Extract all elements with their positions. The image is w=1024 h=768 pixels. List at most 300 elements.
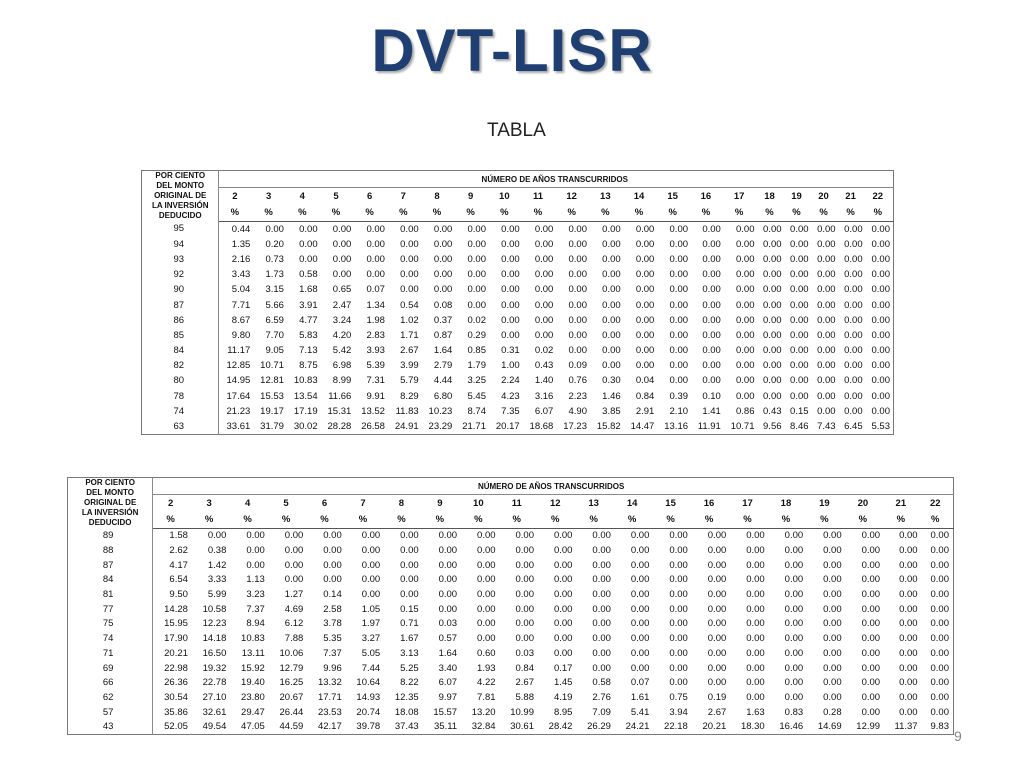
table-cell: 8.46 bbox=[790, 421, 809, 433]
table-cell: 6.98 bbox=[332, 360, 352, 372]
table-cell: 1.02 bbox=[400, 314, 419, 326]
year-header: 6 bbox=[321, 497, 328, 509]
table-cell: 0.00 bbox=[702, 253, 721, 265]
table-cell: 0.00 bbox=[871, 299, 890, 311]
table-cell: 1.46 bbox=[602, 390, 621, 402]
table-cell: 15.53 bbox=[260, 390, 284, 402]
table-cell: 0.00 bbox=[707, 677, 727, 689]
table-cell: 8.94 bbox=[246, 618, 265, 630]
table-cell: 0.00 bbox=[669, 647, 688, 659]
percent-header: % bbox=[692, 511, 730, 528]
table-cell: 16.25 bbox=[279, 677, 304, 689]
table-cell: 0.00 bbox=[568, 223, 587, 235]
table-cell: 18.08 bbox=[394, 706, 419, 718]
percent-header: % bbox=[253, 204, 287, 221]
table-cell: 10.64 bbox=[356, 677, 381, 689]
row-percent-label: 93 bbox=[142, 252, 219, 267]
table-cell: 0.00 bbox=[207, 530, 227, 542]
table-cell: 1.64 bbox=[433, 345, 453, 357]
table-cell: 0.00 bbox=[790, 390, 809, 402]
percent-header: % bbox=[922, 511, 954, 528]
table-cell: 0.00 bbox=[602, 360, 621, 372]
table-cell: 0.00 bbox=[861, 589, 881, 601]
year-header: 22 bbox=[929, 497, 941, 509]
table-cell: 0.00 bbox=[790, 375, 809, 387]
row-percent-label: 62 bbox=[68, 690, 153, 705]
table-cell: 0.00 bbox=[702, 375, 721, 387]
table-cell: 12.85 bbox=[226, 360, 251, 372]
table-cell: 0.00 bbox=[930, 706, 949, 718]
table-cell: 0.57 bbox=[438, 633, 458, 645]
page-title: DVT-LISR bbox=[371, 17, 653, 84]
table-cell: 3.99 bbox=[400, 360, 419, 372]
table-cell: 0.00 bbox=[784, 618, 804, 630]
table-cell: 0.00 bbox=[400, 284, 419, 296]
table-cell: 2.67 bbox=[400, 345, 419, 357]
table-cell: 0.00 bbox=[871, 405, 890, 417]
table-cell: 4.44 bbox=[433, 375, 453, 387]
table-cell: 0.00 bbox=[817, 390, 836, 402]
table-cell: 5.25 bbox=[400, 662, 419, 674]
table-cell: 0.00 bbox=[735, 253, 755, 265]
table-cell: 0.00 bbox=[669, 677, 688, 689]
table-cell: 0.00 bbox=[669, 314, 689, 326]
table-cell: 4.23 bbox=[501, 390, 520, 402]
table-cell: 0.00 bbox=[400, 545, 419, 557]
table-cell: 0.00 bbox=[332, 269, 352, 281]
table-cell: 3.85 bbox=[602, 405, 621, 417]
table-cell: 0.00 bbox=[702, 284, 721, 296]
table-cell: 0.00 bbox=[702, 238, 721, 250]
year-header: 22 bbox=[872, 190, 884, 202]
table-cell: 0.00 bbox=[501, 269, 520, 281]
table-cell: 0.00 bbox=[553, 633, 573, 645]
header-left-line: ORIGINAL DE bbox=[83, 498, 137, 507]
table-cell: 12.81 bbox=[260, 375, 284, 387]
table-cell: 0.00 bbox=[400, 574, 419, 586]
table-cell: 0.00 bbox=[669, 253, 689, 265]
table-cell: 1.41 bbox=[702, 405, 721, 417]
table-row bbox=[68, 543, 954, 558]
table-cell: 0.00 bbox=[592, 662, 611, 674]
table-cell: 0.00 bbox=[361, 530, 381, 542]
table-cell: 22.18 bbox=[664, 721, 688, 733]
header-left-line: LA INVERSIÓN bbox=[151, 201, 209, 210]
table-cell: 5.41 bbox=[630, 706, 650, 718]
table-cell: 18.30 bbox=[740, 721, 765, 733]
row-percent-label: 80 bbox=[142, 373, 219, 388]
table-cell: 0.00 bbox=[669, 545, 688, 557]
table-cell: 0.00 bbox=[635, 238, 655, 250]
table-cell: 3.25 bbox=[467, 375, 486, 387]
percent-header: % bbox=[321, 204, 355, 221]
table-cell: 24.21 bbox=[625, 721, 650, 733]
table-cell: 0.84 bbox=[515, 662, 534, 674]
table-cell: 0.00 bbox=[899, 559, 918, 571]
table-cell: 0.00 bbox=[534, 223, 554, 235]
table-cell: 0.00 bbox=[735, 390, 755, 402]
table-cell: 15.31 bbox=[327, 405, 352, 417]
table-cell: 0.00 bbox=[501, 223, 520, 235]
table-cell: 0.00 bbox=[284, 530, 304, 542]
table-cell: 49.54 bbox=[202, 721, 227, 733]
table-cell: 11.17 bbox=[227, 345, 251, 357]
table-cell: 0.00 bbox=[930, 545, 949, 557]
table-cell: 0.00 bbox=[844, 375, 863, 387]
table-cell: 11.91 bbox=[697, 421, 721, 433]
table-cell: 0.00 bbox=[553, 603, 573, 615]
table-cell: 0.76 bbox=[568, 375, 587, 387]
table-cell: 0.00 bbox=[817, 375, 836, 387]
table-cell: 0.00 bbox=[366, 238, 385, 250]
table-cell: 0.00 bbox=[790, 223, 809, 235]
table-cell: 0.00 bbox=[861, 706, 881, 718]
table-cell: 3.93 bbox=[366, 345, 385, 357]
year-header: 10 bbox=[473, 497, 484, 509]
table-cell: 0.43 bbox=[763, 405, 782, 417]
table-cell: 15.92 bbox=[241, 662, 265, 674]
table-row bbox=[142, 282, 894, 297]
table-cell: 14.28 bbox=[164, 603, 188, 615]
table-cell: 0.00 bbox=[602, 253, 621, 265]
table-cell: 0.00 bbox=[844, 238, 863, 250]
table-cell: 0.00 bbox=[763, 375, 782, 387]
table-cell: 17.90 bbox=[164, 633, 188, 645]
table-cell: 0.00 bbox=[568, 345, 587, 357]
table-cell: 0.00 bbox=[746, 574, 765, 586]
table-cell: 17.71 bbox=[317, 691, 342, 703]
row-percent-label: 57 bbox=[68, 705, 153, 720]
table-cell: 0.00 bbox=[592, 647, 611, 659]
table-cell: 6.80 bbox=[433, 390, 453, 402]
table-cell: 0.00 bbox=[592, 618, 611, 630]
table-cell: 0.07 bbox=[366, 284, 385, 296]
table-cell: 15.57 bbox=[433, 706, 458, 718]
header-left-line: DEL MONTO bbox=[86, 488, 134, 497]
table-cell: 10.99 bbox=[510, 706, 534, 718]
table-cell: 0.00 bbox=[823, 559, 842, 571]
table-cell: 7.81 bbox=[477, 691, 496, 703]
table-cell: 0.00 bbox=[400, 253, 419, 265]
table-cell: 3.43 bbox=[231, 269, 251, 281]
table-cell: 0.00 bbox=[515, 559, 534, 571]
table-cell: 0.00 bbox=[433, 223, 453, 235]
table-cell: 0.30 bbox=[602, 375, 621, 387]
year-header: 7 bbox=[360, 497, 366, 509]
table-cell: 0.00 bbox=[930, 603, 949, 615]
table-cell: 0.00 bbox=[844, 345, 863, 357]
table-cell: 0.85 bbox=[467, 345, 486, 357]
row-percent-label: 86 bbox=[142, 313, 219, 328]
table-row bbox=[142, 404, 894, 419]
table-cell: 8.67 bbox=[231, 314, 251, 326]
year-header: 15 bbox=[667, 190, 678, 202]
table-cell: 32.61 bbox=[202, 706, 227, 718]
table-cell: 0.29 bbox=[467, 329, 486, 341]
table-cell: 1.45 bbox=[553, 677, 573, 689]
table-cell: 5.83 bbox=[299, 329, 318, 341]
table-cell: 8.95 bbox=[553, 706, 573, 718]
table-cell: 0.00 bbox=[871, 284, 890, 296]
table-cell: 44.59 bbox=[279, 721, 304, 733]
table-cell: 3.94 bbox=[669, 706, 688, 718]
table-cell: 0.00 bbox=[823, 662, 842, 674]
table-cell: 0.00 bbox=[823, 677, 842, 689]
year-header: 2 bbox=[232, 190, 238, 202]
table-cell: 0.00 bbox=[534, 299, 554, 311]
table-cell: 0.00 bbox=[592, 633, 611, 645]
table-cell: 0.00 bbox=[299, 223, 318, 235]
table-cell: 12.79 bbox=[279, 662, 304, 674]
table-cell: 21.71 bbox=[462, 421, 486, 433]
table-cell: 0.00 bbox=[438, 603, 458, 615]
table-cell: 0.00 bbox=[602, 284, 621, 296]
table-cell: 0.00 bbox=[844, 223, 863, 235]
table-cell: 0.00 bbox=[735, 299, 755, 311]
table-cell: 0.00 bbox=[635, 223, 655, 235]
table-cell: 0.00 bbox=[790, 314, 809, 326]
table-cell: 7.71 bbox=[231, 299, 251, 311]
table-cell: 0.00 bbox=[899, 677, 918, 689]
table-cell: 0.00 bbox=[823, 633, 842, 645]
table-cell: 0.37 bbox=[433, 314, 453, 326]
table-cell: 0.00 bbox=[871, 390, 890, 402]
table-cell: 1.27 bbox=[284, 589, 304, 601]
table-cell: 0.00 bbox=[823, 530, 842, 542]
table-cell: 0.00 bbox=[763, 390, 782, 402]
table-cell: 1.63 bbox=[746, 706, 765, 718]
row-percent-label: 90 bbox=[142, 282, 219, 297]
percent-header: % bbox=[691, 204, 724, 221]
table-cell: 14.95 bbox=[226, 375, 251, 387]
table-cell: 7.43 bbox=[817, 421, 836, 433]
table-cell: 10.06 bbox=[279, 647, 304, 659]
table-cell: 0.00 bbox=[553, 530, 573, 542]
table-cell: 0.31 bbox=[501, 345, 520, 357]
table-cell: 5.45 bbox=[467, 390, 486, 402]
table-cell: 0.00 bbox=[602, 269, 621, 281]
table-cell: 0.00 bbox=[844, 284, 863, 296]
table-cell: 0.00 bbox=[592, 574, 611, 586]
year-header: 20 bbox=[857, 497, 869, 509]
table-cell: 1.61 bbox=[630, 691, 650, 703]
table-cell: 12.99 bbox=[856, 721, 881, 733]
row-percent-label: 94 bbox=[142, 237, 219, 252]
table-row bbox=[142, 373, 894, 388]
table-cell: 0.00 bbox=[630, 618, 650, 630]
table-cell: 0.00 bbox=[501, 314, 520, 326]
table-cell: 0.00 bbox=[332, 253, 352, 265]
table-cell: 5.05 bbox=[361, 647, 381, 659]
table-cell: 4.22 bbox=[477, 677, 496, 689]
table-cell: 7.31 bbox=[366, 375, 385, 387]
table-cell: 0.00 bbox=[861, 559, 881, 571]
percent-header: % bbox=[866, 204, 894, 221]
table-cell: 5.88 bbox=[515, 691, 534, 703]
header-left-label bbox=[68, 478, 153, 529]
table-cell: 1.98 bbox=[366, 314, 385, 326]
percent-header: % bbox=[422, 204, 456, 221]
table-cell: 0.00 bbox=[635, 253, 655, 265]
table-cell: 0.00 bbox=[400, 223, 419, 235]
table-row bbox=[142, 237, 894, 252]
table-cell: 0.00 bbox=[784, 545, 804, 557]
table-cell: 0.00 bbox=[553, 647, 573, 659]
table-row bbox=[142, 328, 894, 343]
table-cell: 10.83 bbox=[293, 375, 318, 387]
table-cell: 0.00 bbox=[763, 253, 782, 265]
table-cell: 0.00 bbox=[568, 284, 587, 296]
row-percent-label: 43 bbox=[68, 719, 153, 734]
row-percent-label: 87 bbox=[68, 558, 153, 573]
table-cell: 2.67 bbox=[707, 706, 727, 718]
table-cell: 7.35 bbox=[501, 405, 520, 417]
table-cell: 0.00 bbox=[871, 223, 890, 235]
year-header: 21 bbox=[845, 190, 856, 202]
table-cell: 47.05 bbox=[241, 721, 265, 733]
table-cell: 0.00 bbox=[635, 269, 655, 281]
table-cell: 0.00 bbox=[602, 329, 621, 341]
table-cell: 0.00 bbox=[790, 269, 809, 281]
table-cell: 5.99 bbox=[207, 589, 227, 601]
table-cell: 0.00 bbox=[899, 545, 918, 557]
table-cell: 11.37 bbox=[894, 721, 918, 733]
table-cell: 0.86 bbox=[735, 405, 755, 417]
table-cell: 0.00 bbox=[433, 269, 453, 281]
table-cell: 0.00 bbox=[861, 677, 881, 689]
table-cell: 0.00 bbox=[784, 603, 804, 615]
year-header: 12 bbox=[566, 190, 577, 202]
table-cell: 7.44 bbox=[361, 662, 381, 674]
percent-header: % bbox=[489, 204, 523, 221]
percent-header: % bbox=[730, 511, 768, 528]
table-cell: 0.00 bbox=[630, 647, 650, 659]
header-left-line: ORIGINAL DE bbox=[154, 191, 207, 200]
table-cell: 0.19 bbox=[707, 691, 727, 703]
table-row bbox=[68, 719, 954, 734]
table-cell: 21.23 bbox=[226, 405, 251, 417]
percent-header: % bbox=[839, 204, 866, 221]
table-cell: 0.00 bbox=[702, 345, 721, 357]
table-cell: 3.15 bbox=[265, 284, 284, 296]
table-cell: 0.00 bbox=[784, 677, 804, 689]
table-cell: 0.00 bbox=[284, 559, 304, 571]
table-cell: 23.80 bbox=[241, 691, 265, 703]
table-cell: 0.84 bbox=[635, 390, 655, 402]
table-cell: 0.00 bbox=[477, 618, 496, 630]
table-cell: 28.42 bbox=[548, 721, 573, 733]
table-cell: 9.50 bbox=[169, 589, 188, 601]
table-cell: 17.23 bbox=[563, 421, 587, 433]
table-row bbox=[142, 358, 894, 373]
table-cell: 0.00 bbox=[299, 238, 318, 250]
table-cell: 17.19 bbox=[293, 405, 318, 417]
table-cell: 35.86 bbox=[164, 706, 188, 718]
table-cell: 0.00 bbox=[707, 662, 727, 674]
table-cell: 0.00 bbox=[669, 223, 689, 235]
table-cell: 0.00 bbox=[899, 574, 918, 586]
table-cell: 0.00 bbox=[400, 559, 419, 571]
table-cell: 0.00 bbox=[568, 238, 587, 250]
table-cell: 0.43 bbox=[534, 360, 554, 372]
table-cell: 27.10 bbox=[202, 691, 227, 703]
percent-header: % bbox=[576, 511, 614, 528]
table-cell: 0.00 bbox=[246, 545, 265, 557]
table-cell: 18.68 bbox=[529, 421, 554, 433]
table-cell: 0.00 bbox=[630, 530, 650, 542]
table-cell: 1.64 bbox=[438, 647, 458, 659]
table-cell: 0.00 bbox=[467, 284, 486, 296]
table-cell: 0.08 bbox=[433, 299, 453, 311]
table-cell: 13.52 bbox=[361, 405, 385, 417]
table-cell: 12.35 bbox=[394, 691, 419, 703]
table-cell: 2.47 bbox=[332, 299, 352, 311]
percent-header: % bbox=[884, 511, 921, 528]
table-cell: 1.58 bbox=[169, 530, 188, 542]
table-row bbox=[142, 252, 894, 267]
table-cell: 0.00 bbox=[702, 269, 721, 281]
table-cell: 4.20 bbox=[332, 329, 352, 341]
table-cell: 0.00 bbox=[669, 329, 689, 341]
table-cell: 0.00 bbox=[246, 530, 265, 542]
table-cell: 0.00 bbox=[784, 530, 804, 542]
table-cell: 0.75 bbox=[669, 691, 688, 703]
percent-header: % bbox=[657, 204, 691, 221]
table-cell: 7.37 bbox=[323, 647, 342, 659]
table-cell: 0.00 bbox=[817, 238, 836, 250]
table-cell: 30.02 bbox=[293, 421, 318, 433]
row-percent-label: 77 bbox=[68, 602, 153, 617]
table-cell: 0.00 bbox=[899, 691, 918, 703]
table-row bbox=[68, 602, 954, 617]
table-cell: 0.00 bbox=[630, 589, 650, 601]
table-cell: 0.00 bbox=[592, 545, 611, 557]
table-cell: 10.58 bbox=[202, 603, 227, 615]
table-cell: 5.53 bbox=[871, 421, 890, 433]
table-cell: 0.00 bbox=[467, 299, 486, 311]
percent-header: % bbox=[757, 204, 784, 221]
header-left-line: DEL MONTO bbox=[156, 181, 205, 190]
table-cell: 2.24 bbox=[501, 375, 520, 387]
row-percent-label: 82 bbox=[142, 358, 219, 373]
table-cell: 0.15 bbox=[400, 603, 419, 615]
table-cell: 9.91 bbox=[366, 390, 385, 402]
year-header: 5 bbox=[333, 190, 339, 202]
table-cell: 0.00 bbox=[323, 530, 342, 542]
table-cell: 1.73 bbox=[265, 269, 284, 281]
table-cell: 0.00 bbox=[784, 662, 804, 674]
table-cell: 7.70 bbox=[265, 329, 284, 341]
percent-header: % bbox=[615, 511, 653, 528]
table-cell: 0.00 bbox=[823, 574, 842, 586]
table-cell: 0.00 bbox=[669, 559, 688, 571]
year-header: 17 bbox=[733, 190, 745, 202]
table-row bbox=[68, 617, 954, 632]
table-cell: 0.00 bbox=[817, 360, 836, 372]
table-cell: 0.00 bbox=[438, 559, 458, 571]
percent-header: % bbox=[846, 511, 884, 528]
table-cell: 20.17 bbox=[495, 421, 520, 433]
table-cell: 13.32 bbox=[317, 677, 342, 689]
percent-header: % bbox=[287, 204, 321, 221]
table-cell: 0.00 bbox=[763, 360, 782, 372]
percent-header: % bbox=[538, 511, 576, 528]
table-cell: 0.83 bbox=[784, 706, 804, 718]
table-cell: 0.00 bbox=[844, 360, 863, 372]
table-cell: 0.00 bbox=[669, 633, 688, 645]
table-cell: 7.37 bbox=[246, 603, 265, 615]
table-cell: 13.20 bbox=[471, 706, 496, 718]
